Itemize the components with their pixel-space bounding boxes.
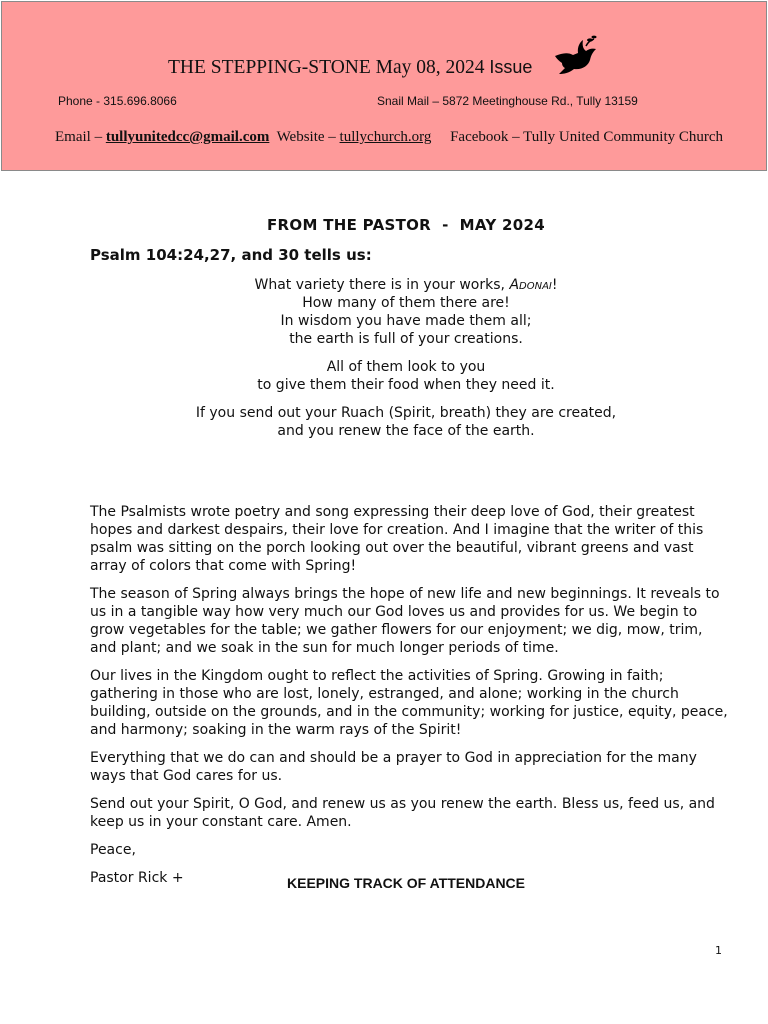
- article-body: [90, 503, 730, 897]
- verse-line: In wisdom you have made them all;: [280, 313, 532, 329]
- facebook-label: Facebook – Tully United Community Church: [450, 129, 724, 145]
- paragraph: Everything that we do can and should be a prayer to God in appreciation for the many ways that God cares for us.: [90, 750, 697, 784]
- verse-text: !: [551, 277, 558, 293]
- issue-label: Issue: [489, 57, 533, 77]
- verse-text: What variety there is in your works,: [254, 277, 510, 293]
- phone-number: Phone - 315.696.8066: [58, 94, 177, 108]
- stanza-2: [90, 358, 722, 394]
- paragraph: The season of Spring always brings the hope of new life and new beginnings. It reveals to us in a tangible way how very much our God loves us and provides for us. We begin to grow vegetables for the table; we gather flowers for our enjoyment; we dig, mow, trim, and plant; and we soak in the sun for much longer periods of time.: [90, 586, 720, 656]
- stanza-1: [90, 276, 722, 348]
- newsletter-header: [1, 1, 767, 171]
- snail-mail-address: Snail Mail – 5872 Meetinghouse Rd., Tully 13159: [377, 94, 638, 108]
- email-link[interactable]: tullyunitedcc@gmail.com: [105, 129, 270, 145]
- stanza-3: [90, 404, 722, 440]
- adonai-text: Adonai: [509, 277, 552, 293]
- contact-line: [55, 129, 723, 146]
- paragraph: The Psalmists wrote poetry and song expressing their deep love of God, their greatest hopes and darkest despairs, their love for creation. And I imagine that the writer of this psalm was sitting on the porch looking out over the beautiful, vibrant greens and vast array of colors that come with Spring!: [90, 504, 704, 574]
- paragraph: Our lives in the Kingdom ought to reflect the activities of Spring. Growing in faith; gathering in those who are lost, lonely, estranged, and alone; working in the church building, outside on the grounds, and in the community; working for justice, equity, peace, and harmony; soaking in the warm rays of the Spirit!: [90, 668, 728, 738]
- verse-line: and you renew the face of the earth.: [277, 423, 535, 439]
- verse-line: If you send out your Ruach (Spirit, breath) they are created,: [195, 405, 617, 421]
- verse-line: How many of them there are!: [302, 295, 510, 311]
- closing-salutation: Peace,: [90, 842, 136, 858]
- attendance-heading: KEEPING TRACK OF ATTENDANCE: [287, 875, 525, 891]
- dove-icon: [550, 34, 598, 76]
- email-label: Email –: [55, 129, 106, 145]
- verse-line: the earth is full of your creations.: [289, 331, 523, 347]
- psalm-verses: [90, 276, 722, 450]
- verse-line: to give them their food when they need it.: [257, 377, 555, 393]
- title-text: THE STEPPING-STONE May 08, 2024: [168, 57, 485, 78]
- pastor-heading: FROM THE PASTOR - MAY 2024: [267, 216, 545, 234]
- signature: Pastor Rick +: [90, 870, 184, 886]
- verse-line: All of them look to you: [326, 359, 486, 375]
- page-number: 1: [715, 944, 722, 957]
- newsletter-title: [168, 57, 532, 79]
- psalm-reference: Psalm 104:24,27, and 30 tells us:: [90, 246, 372, 264]
- website-link[interactable]: tullychurch.org: [339, 129, 432, 145]
- verse-line: [90, 276, 722, 294]
- paragraph: Send out your Spirit, O God, and renew us as you renew the earth. Bless us, feed us, and keep us in your constant care. Amen.: [90, 796, 715, 830]
- website-label: Website –: [276, 129, 340, 145]
